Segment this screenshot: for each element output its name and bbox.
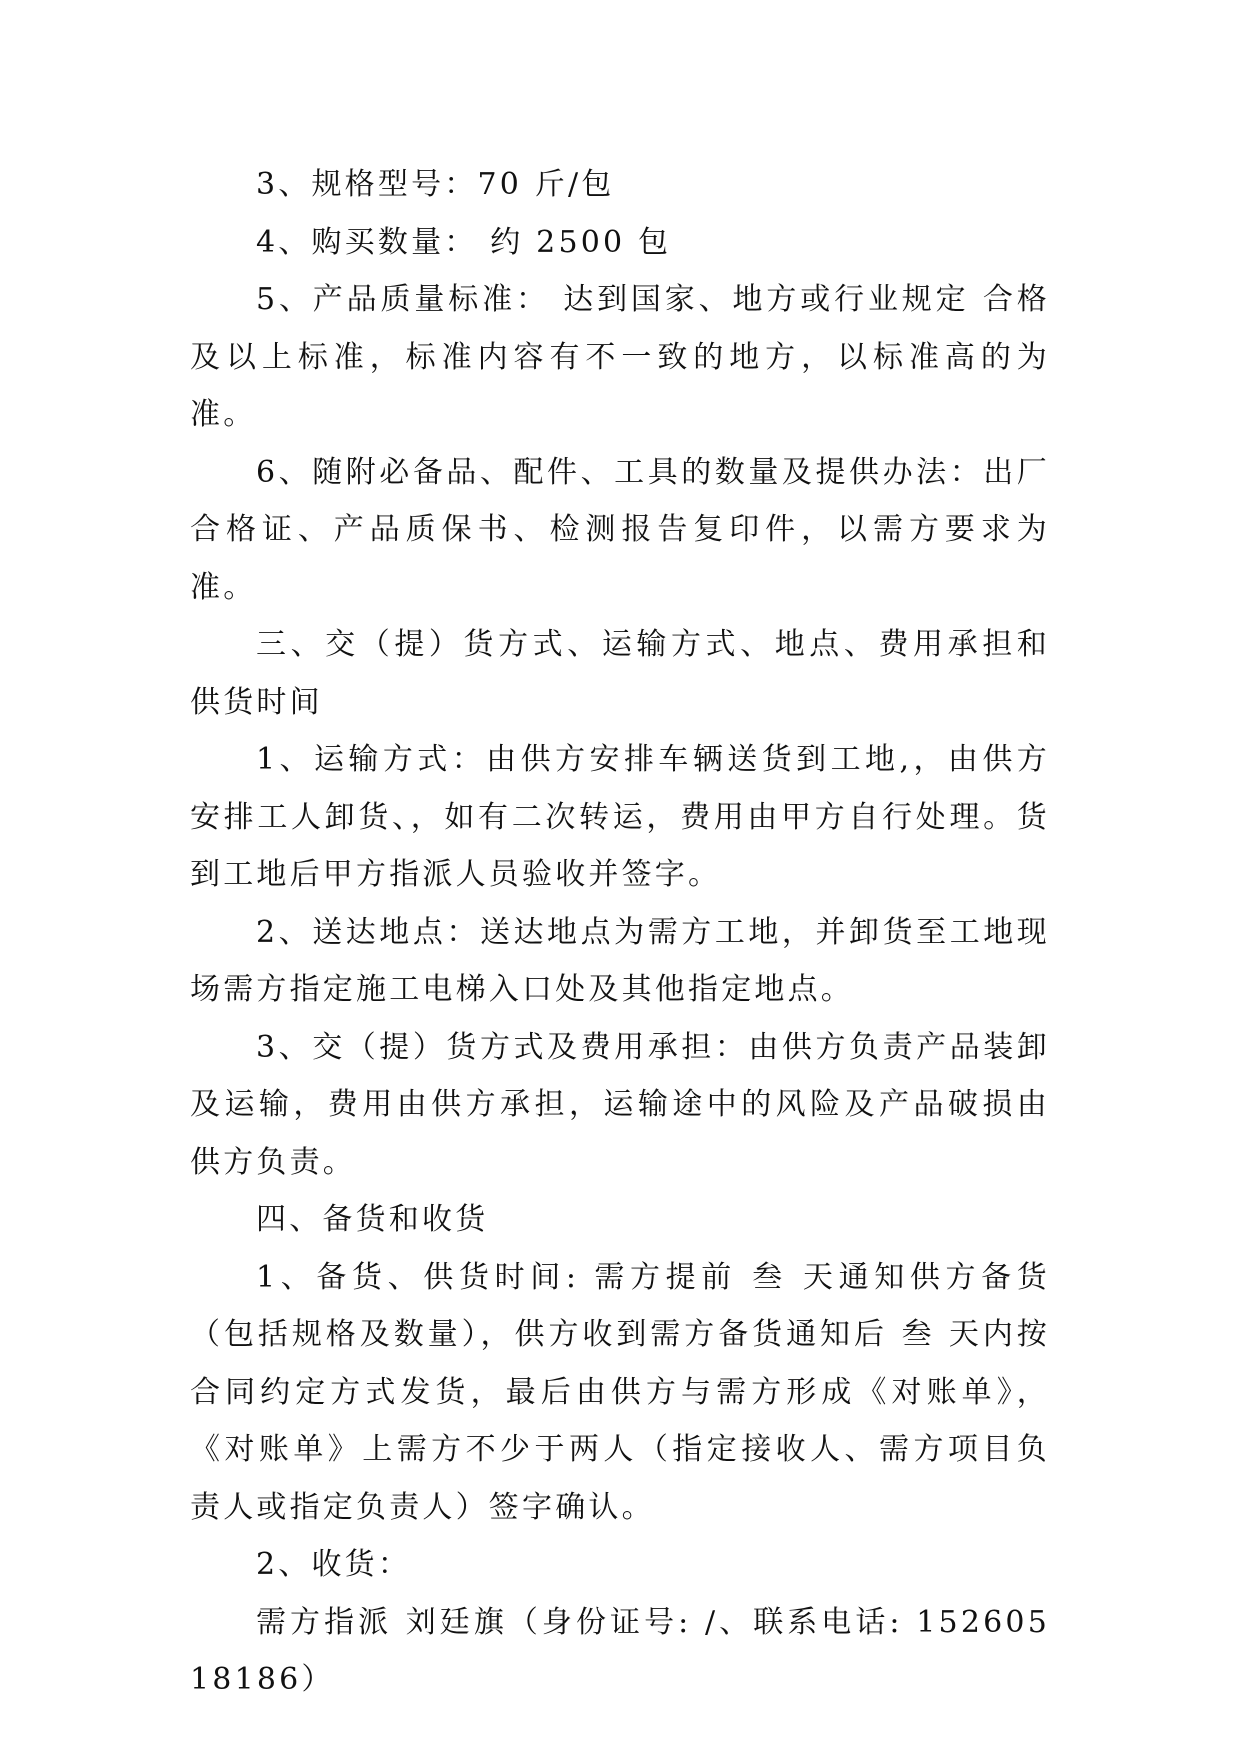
paragraph-quality-standard: 5、产品质量标准： 达到国家、地方或行业规定 合格及以上标准，标准内容有不一致的地方，以标准高的为准。 [190, 282, 1050, 432]
paragraph-accessories: 6、随附必备品、配件、工具的数量及提供办法：出厂合格证、产品质保书、检测报告复印件，以需方要求为准。 [190, 454, 1050, 605]
paragraph-delivery-location: 2、送达地点：送达地点为需方工地，并卸货至工地现场需方指定施工电梯入口处及其他指定地点。 [190, 914, 1050, 1007]
paragraph-delivery-cost: 3、交（提）货方式及费用承担：由供方负责产品装卸及运输，费用由供方承担，运输途中的风险及产品破损由供方负责。 [190, 1029, 1050, 1180]
paragraph-designated-receiver: 需方指派 刘廷旗（身份证号: /、联系电话: 15260518186） [190, 1604, 1050, 1697]
paragraph-transport-method: 1、运输方式：由供方安排车辆送货到工地,，由供方安排工人卸货、，如有二次转运，费用由甲方自行处理。货到工地后甲方指派人员验收并签字。 [190, 742, 1050, 892]
paragraph-spec-model: 3、规格型号：70 斤/包 [256, 167, 615, 202]
section-heading-stock-receipt: 四、备货和收货 [256, 1202, 489, 1237]
section-heading-delivery: 三、交（提）货方式、运输方式、地点、费用承担和供货时间 [190, 627, 1050, 720]
document-page [190, 156, 1050, 1709]
paragraph-receipt: 2、收货： [256, 1547, 412, 1582]
paragraph-purchase-quantity: 4、购买数量： 约 2500 包 [256, 224, 672, 260]
paragraph-stock-time: 1、备货、供货时间: 需方提前 叁 天通知供方备货（包括规格及数量），供方收到需方备货通知后 叁 天内按合同约定方式发货，最后由供方与需方形成《对账单》，《对账单》上需方不少于两人（指定接收人、需方项目负责人或指定负责人）签字确认。 [190, 1259, 1050, 1525]
